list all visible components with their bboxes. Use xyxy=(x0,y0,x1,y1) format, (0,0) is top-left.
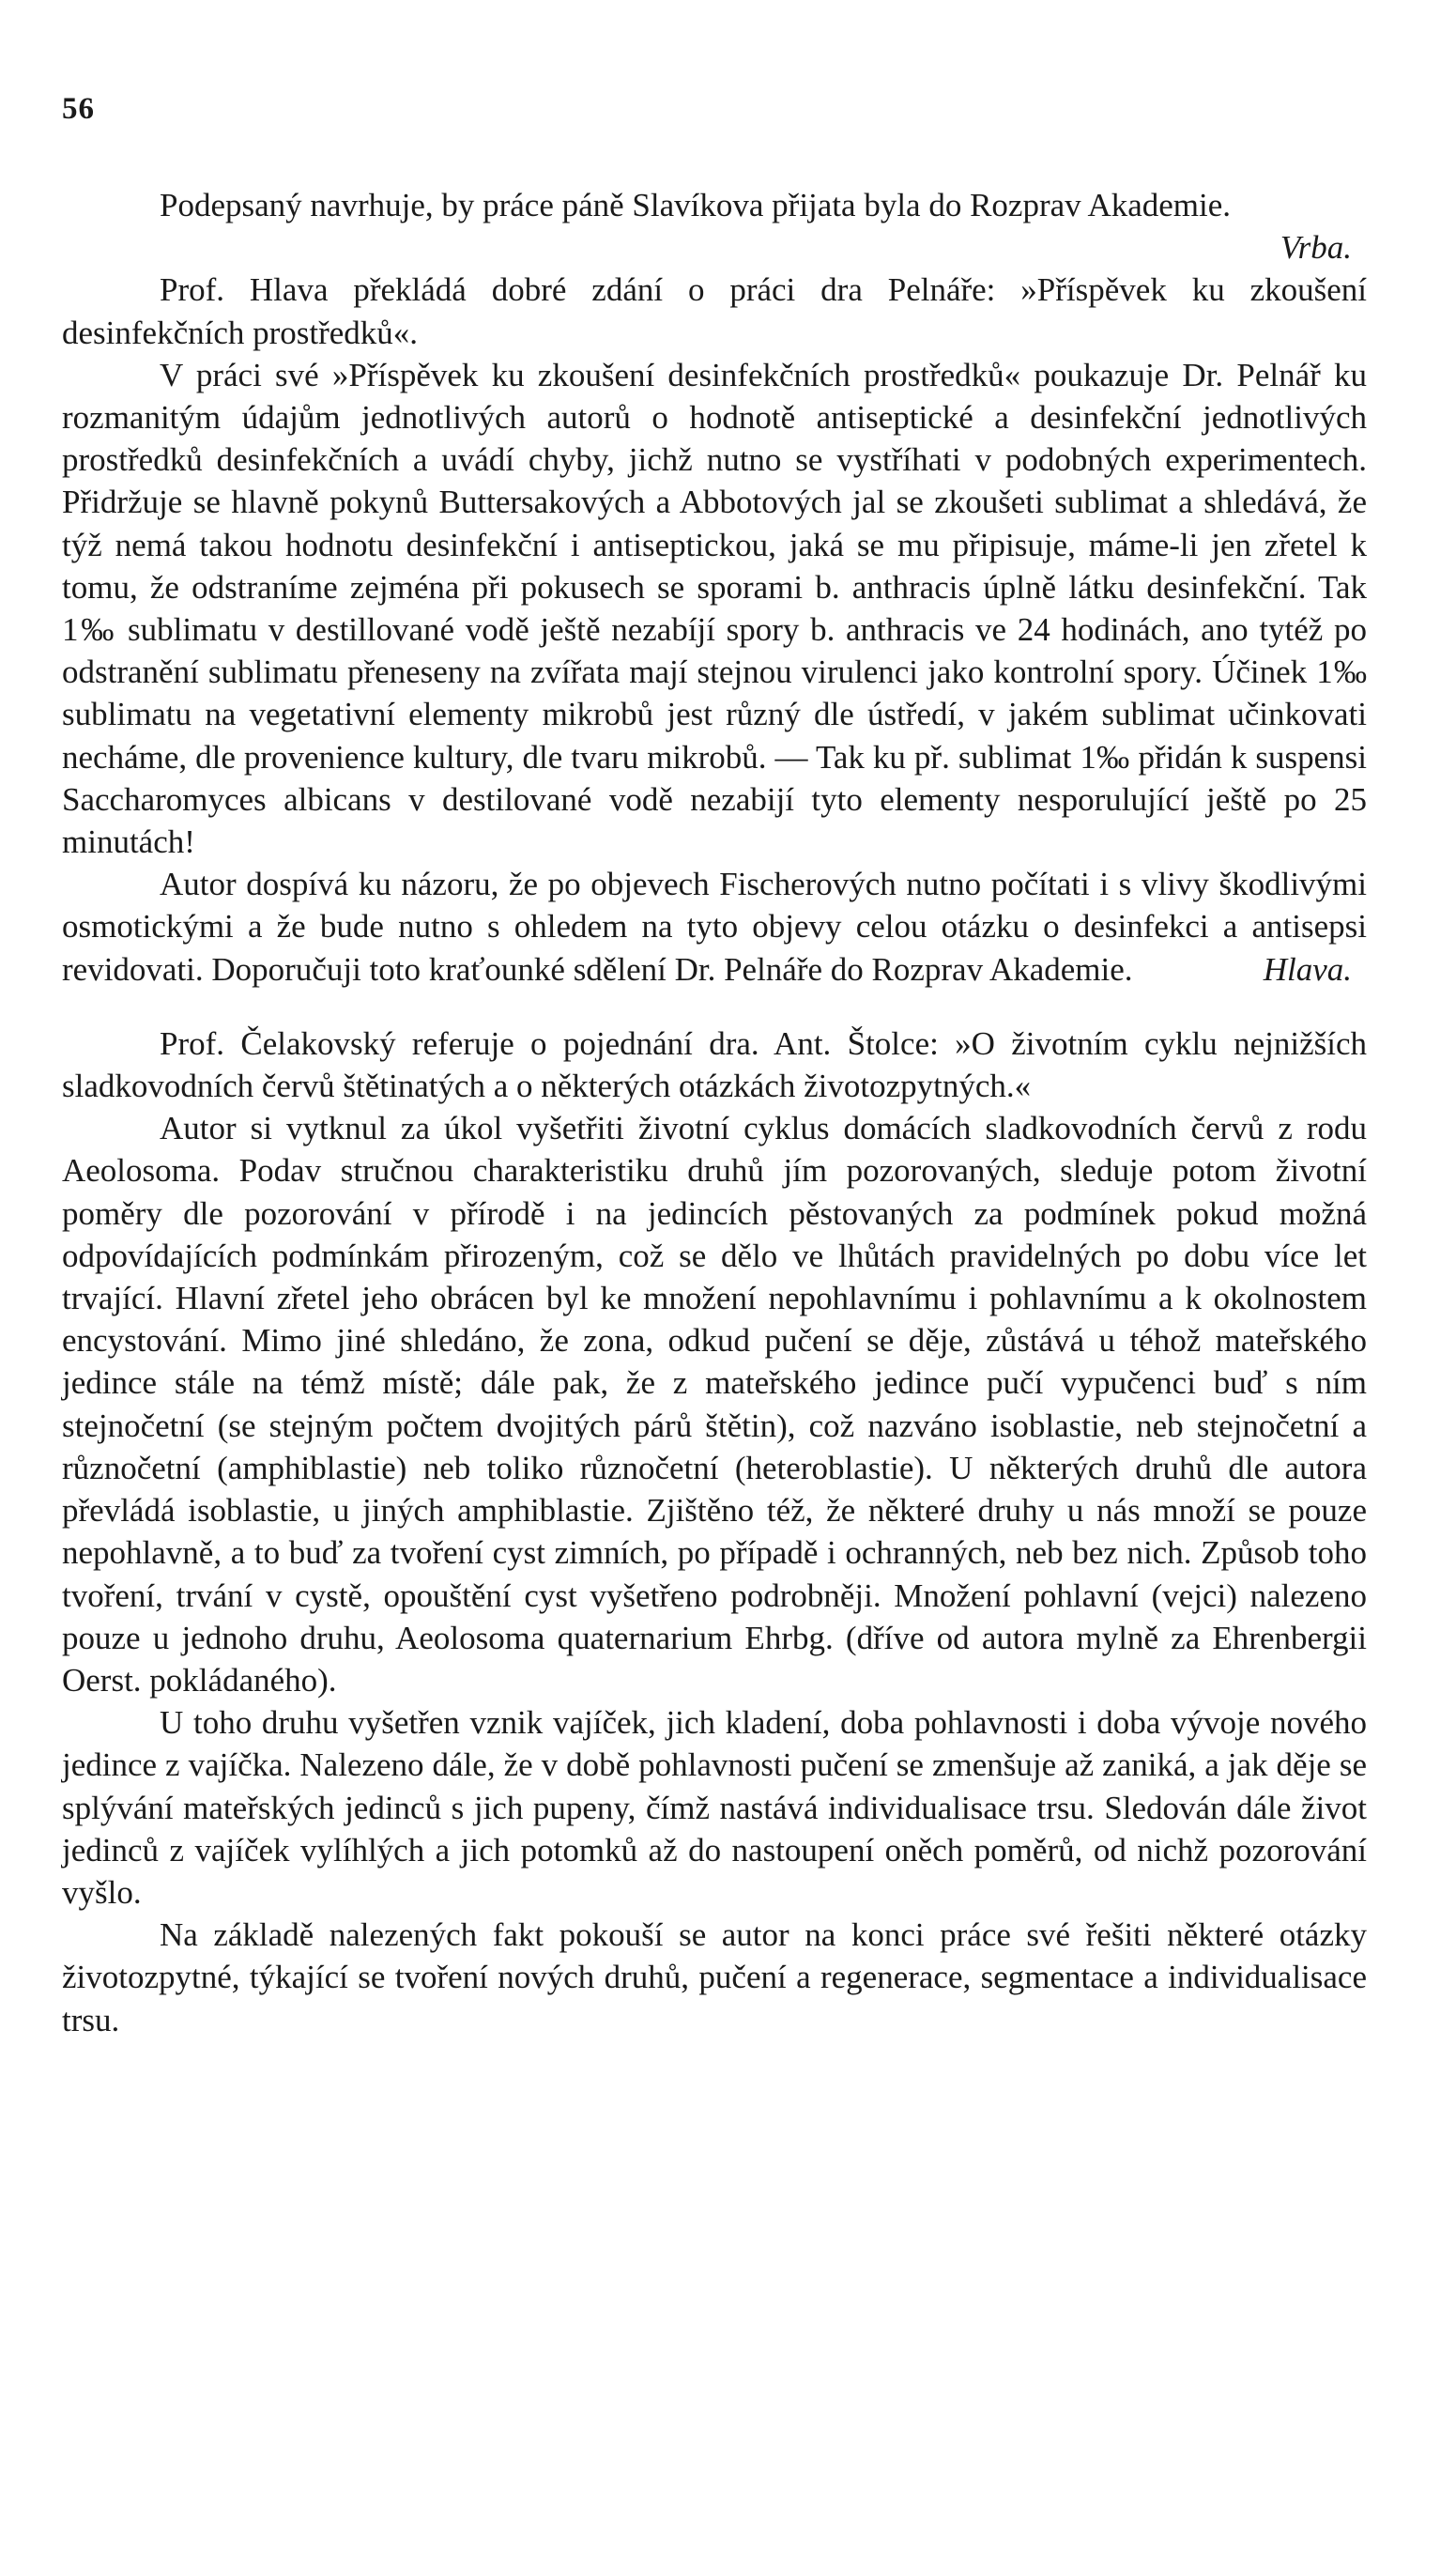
permille-value: 1‰ xyxy=(62,611,117,649)
paragraph: U toho druhu vyšetřen vznik vajíček, jich kladení, doba pohlavnosti i doba vývoje nového jedince z vajíčka. Nalezeno dále, že v době pohlavnosti pučení se zmenšuje až zaniká, a jak děje se splývání mateřských jedinců s jich pupeny, čímž nastává individualisace trsu. Sledován dále život jedinců z vajíček vylíhlých a jich potomků až do nastoupení oněch poměrů, od nichž pozorování vyšlo. xyxy=(62,1704,1367,1911)
paragraph: Prof. Čelakovský referuje o pojednání dra. Ant. Štolce: »O životním cyklu nejnižších sladkovodních červů štětinatých a o některých otázkách životozpytných.« xyxy=(62,1024,1367,1105)
paragraph-text: přidán k suspensi Saccharomyces albicans v destilované vodě nezabijí tyto elementy nesporulující ještě po 25 minutách! xyxy=(62,738,1368,861)
paragraph xyxy=(62,354,1367,863)
page-number: 56 xyxy=(62,92,95,126)
paragraph xyxy=(62,863,1367,991)
paragraph: Prof. Hlava překládá dobré zdání o práci dra Pelnáře: »Příspěvek ku zkoušení desinfekčních prostředků«. xyxy=(62,271,1367,351)
paragraph-text: Autor dospívá ku názoru, že po objevech Fischerových nutno počítati i s vlivy škodlivými osmotickými a že bude nutno s ohledem na tyto objevy celou otázku o desinfekci a antisepsi revidovati. Doporučuji toto kraťounké sdělení Dr. Pelnáře do Rozprav Akademie. xyxy=(62,866,1367,988)
paragraph: Na základě nalezených fakt pokouší se autor na konci práce své řešiti některé otázky životozpytné, týkající se tvoření nových druhů, pučení a regenerace, segmentace a individualisace trsu. xyxy=(62,1916,1367,2038)
paragraph-text: V práci své »Příspěvek ku zkoušení desinfekčních prostředků« poukazuje Dr. Pelnář ku rozmanitým údajům jednotlivých autorů o hodnotě antiseptické a desinfekční jednotlivých prostředků desinfekčních a uvádí chyby, jichž nutno se vystříhati v podobných experimentech. Přidržuje se hlavně pokynů Buttersakových a Abbotových jal se zkoušeti sublimat a shledává, že týž nemá takou hodnotu desinfekční i antiseptickou, jaká se mu připisuje, máme-li jen zřetel k tomu, že odstraníme zejména při pokusech se sporami b. anthracis úplně látku desinfekční. Tak xyxy=(62,356,1367,606)
permille-value: 1‰ xyxy=(1080,738,1130,776)
signature: Vrba. xyxy=(1280,229,1352,267)
signature: Hlava. xyxy=(1263,950,1352,988)
paragraph-text: sublimatu na vegetativní elementy mikrobů jest různý dle ústředí, v jakém sublimat učinkovati necháme, dle provenience kultury, dle tvaru mikrobů. — Tak ku př. sublimat xyxy=(62,696,1367,776)
paragraph: Autor si vytknul za úkol vyšetřiti životní cyklus domácích sladkovodních červů z rodu Aeolosoma. Podav stručnou charakteristiku druhů jím pozorovaných, sleduje potom životní poměry dle pozorování v přírodě i na jedincích pěstovaných za podmínek pokud možná odpovídajících podmínkám přirozeným, což se dělo ve lhůtách pravidelných po dobu více let trvající. Hlavní zřetel jeho obrácen byl ke množení nepohlavnímu i pohlavnímu a k okolnostem encystování. Mimo jiné shledáno, že zona, odkud pučení se děje, zůstává u téhož mateřského jedince stále na témž místě; dále pak, že z mateřského jedince pučí vypučenci buď s ním stejnočetní (se stejným počtem dvojitých párů štětin), což nazváno isoblastie, neb stejnočetní a různočetní (amphiblastie) neb toliko různočetní (heteroblastie). U některých druhů dle autora převládá isoblastie, u jiných amphiblastie. Zjištěno též, že některé druhy u nás množí se pouze nepohlavně, a to buď za tvoření cyst zimních, po případě i ochranných, neb bez nich. Způsob toho tvoření, trvání v cystě, opouštění cyst vyšetřeno podrobněji. Množení pohlavní (vejci) nalezeno pouze u jednoho druhu, Aeolosoma quaternarium Ehrbg. (dříve od autora mylně za Ehrenbergii Oerst. pokládaného). xyxy=(62,1110,1367,1699)
section-gap xyxy=(62,991,1367,1023)
paragraph xyxy=(62,184,1367,267)
paragraph-text: sublimatu v destillované vodě ještě nezabíjí spory b. anthracis ve 24 hodinách, ano tytéž po odstranění sublimatu přeneseny na zvířata mají stejnou virulenci jako kontrolní spory. Účinek xyxy=(62,611,1368,691)
paragraph-text: Podepsaný navrhuje, by práce páně Slavíkova přijata byla do Rozprav Akademie. xyxy=(160,187,1232,223)
text-body xyxy=(62,184,1367,2041)
permille-value: 1‰ xyxy=(1316,654,1368,691)
